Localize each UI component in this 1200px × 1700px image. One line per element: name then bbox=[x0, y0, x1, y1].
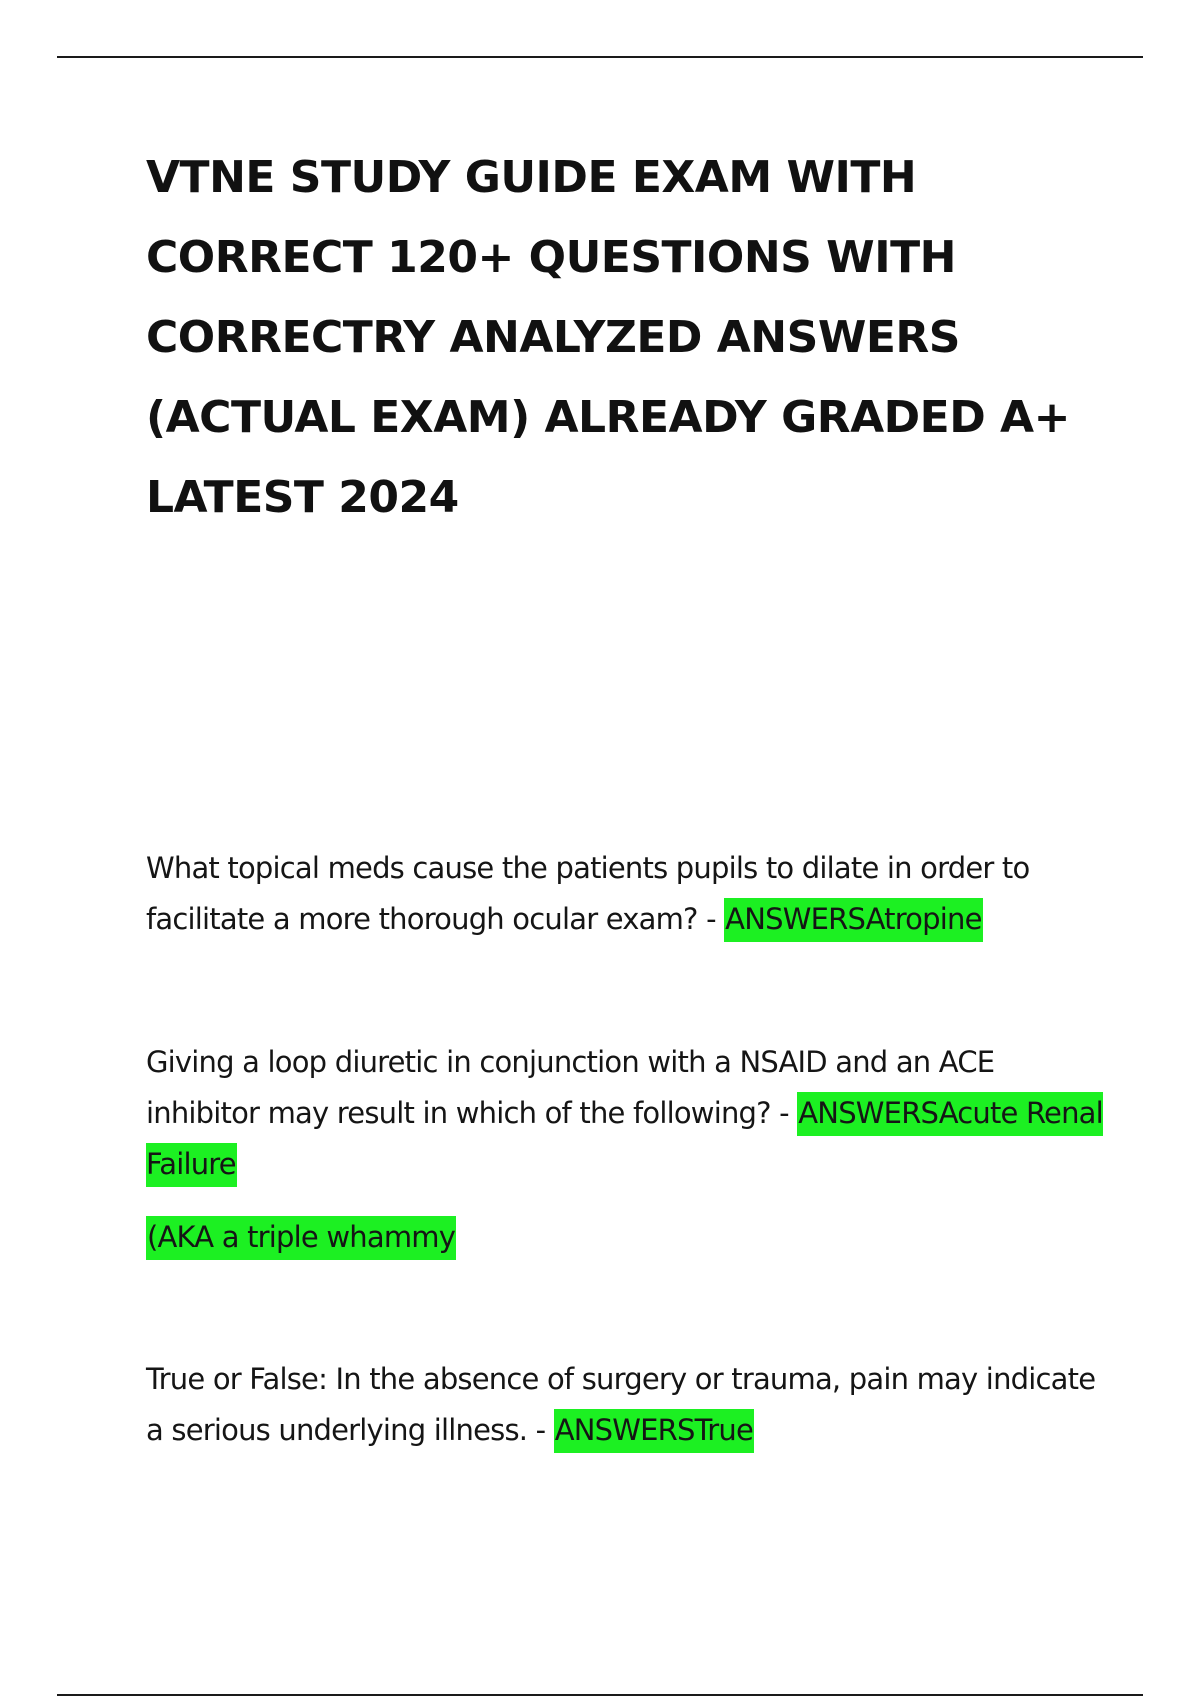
top-divider bbox=[57, 56, 1143, 58]
answer-note bbox=[146, 1212, 1106, 1263]
answer-highlight: ANSWERSAcute Renal Failure bbox=[146, 1092, 1103, 1187]
bottom-divider bbox=[57, 1694, 1143, 1696]
question-text: What topical meds cause the patients pupils to dilate in order to facilitate a more thorough ocular exam? - bbox=[146, 851, 1030, 936]
answer-highlight: ANSWERSTrue bbox=[554, 1409, 754, 1453]
qa-item bbox=[146, 843, 1106, 945]
document-title: VTNE STUDY GUIDE EXAM WITH CORRECT 120+ QUESTIONS WITH CORRECTRY ANALYZED ANSWERS (ACTUAL EXAM) ALREADY GRADED A+ LATEST 2024 bbox=[146, 152, 1070, 523]
qa-item bbox=[146, 1037, 1106, 1190]
answer-extra-highlight: (AKA a triple whammy bbox=[146, 1216, 456, 1260]
qa-item bbox=[146, 1354, 1106, 1456]
question-text: Giving a loop diuretic in conjunction with a NSAID and an ACE inhibitor may result in which of the following? - bbox=[146, 1045, 995, 1130]
question-text: True or False: In the absence of surgery or trauma, pain may indicate a serious underlying illness. - bbox=[146, 1362, 1096, 1447]
answer-highlight: ANSWERSAtropine bbox=[724, 898, 982, 942]
